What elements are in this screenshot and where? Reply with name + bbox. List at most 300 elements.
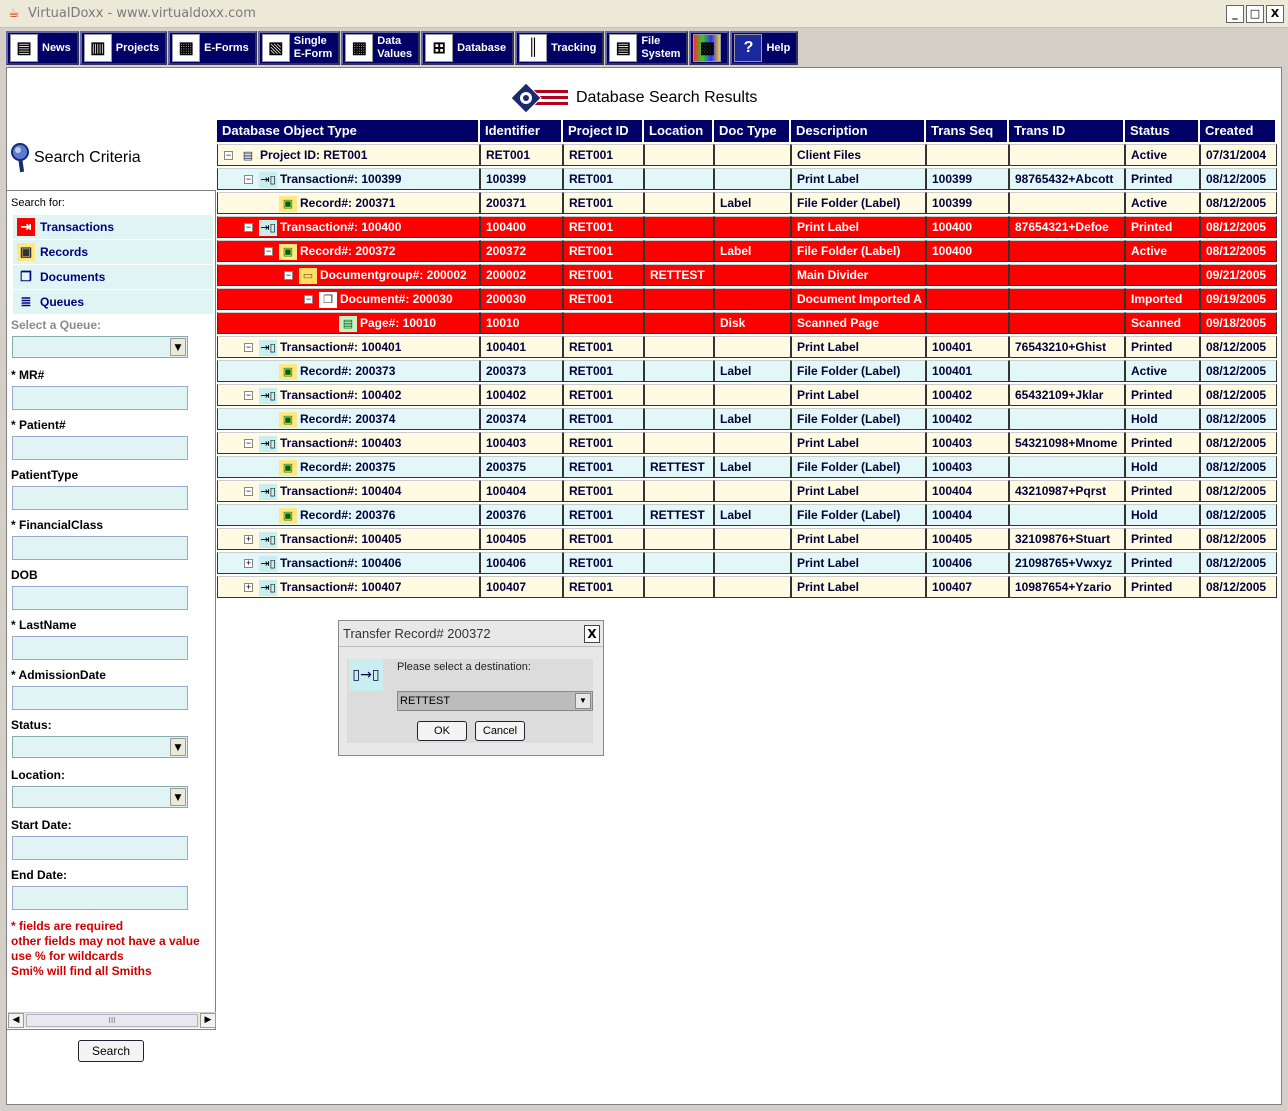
select-queue-label: Select a Queue: bbox=[11, 318, 102, 332]
cell-description: Print Label bbox=[791, 336, 926, 358]
cell-trans-id bbox=[1009, 288, 1125, 310]
cell-status: Printed bbox=[1125, 480, 1200, 502]
table-row[interactable] bbox=[217, 288, 1277, 310]
cell-identifier: 10010 bbox=[480, 312, 563, 334]
cell-trans-id bbox=[1009, 240, 1125, 262]
cell-trans-seq: 100404 bbox=[926, 480, 1009, 502]
cell-identifier: 100400 bbox=[480, 216, 563, 238]
chevron-down-icon[interactable]: ▼ bbox=[575, 693, 591, 709]
cell-location bbox=[644, 408, 714, 430]
record-icon: ▣ bbox=[279, 508, 297, 524]
record-icon: ▣ bbox=[279, 196, 297, 212]
cell-project-id: RET001 bbox=[563, 288, 644, 310]
cell-description: Print Label bbox=[791, 168, 926, 190]
tree-cell[interactable] bbox=[217, 480, 480, 502]
transfer-dialog bbox=[338, 620, 604, 756]
cell-trans-id bbox=[1009, 144, 1125, 166]
cell-status: Hold bbox=[1125, 408, 1200, 430]
cell-description: Print Label bbox=[791, 480, 926, 502]
tree-cell[interactable] bbox=[217, 528, 480, 550]
chevron-down-icon[interactable]: ▼ bbox=[170, 738, 186, 756]
tree-cell[interactable] bbox=[217, 432, 480, 454]
cell-location bbox=[644, 192, 714, 214]
table-row[interactable] bbox=[217, 192, 1277, 214]
cell-created: 08/12/2005 bbox=[1200, 216, 1277, 238]
cell-location bbox=[644, 360, 714, 382]
cell-trans-id: 98765432+Abcott bbox=[1009, 168, 1125, 190]
cell-status: Printed bbox=[1125, 216, 1200, 238]
tree-cell[interactable] bbox=[217, 336, 480, 358]
tree-cell[interactable] bbox=[217, 144, 480, 166]
cell-location bbox=[644, 336, 714, 358]
table-row[interactable] bbox=[217, 264, 1277, 286]
cell-trans-seq bbox=[926, 264, 1009, 286]
cell-identifier: 200372 bbox=[480, 240, 563, 262]
cell-status: Active bbox=[1125, 192, 1200, 214]
form-icon: ▦ bbox=[172, 34, 200, 62]
cell-doc-type: Label bbox=[714, 192, 791, 214]
toolbar-tracking-label: Tracking bbox=[551, 42, 597, 54]
project-icon: ▤ bbox=[242, 149, 254, 162]
toolbar-projects-button[interactable] bbox=[80, 31, 167, 65]
patient-type-label: PatientType bbox=[11, 468, 79, 482]
cell-identifier: 100402 bbox=[480, 384, 563, 406]
collapse-icon[interactable]: − bbox=[245, 174, 252, 185]
cell-created: 08/12/2005 bbox=[1200, 528, 1277, 550]
expand-icon[interactable]: + bbox=[245, 558, 252, 569]
cell-doc-type bbox=[714, 264, 791, 286]
collapse-icon[interactable]: − bbox=[305, 294, 312, 305]
cancel-button[interactable]: Cancel bbox=[475, 721, 525, 741]
record-icon: ▣ bbox=[279, 244, 297, 260]
search-note: Smi% will find all Smiths bbox=[11, 964, 152, 978]
collapse-icon[interactable]: − bbox=[245, 486, 252, 497]
cell-project-id: RET001 bbox=[563, 528, 644, 550]
window-title: VirtualDoxx - www.virtualdoxx.com bbox=[28, 6, 256, 21]
cell-trans-seq: 100400 bbox=[926, 240, 1009, 262]
tree-cell[interactable] bbox=[217, 360, 480, 382]
toolbar-single-eform-label: Single E-Form bbox=[293, 35, 333, 60]
cell-description: Print Label bbox=[791, 384, 926, 406]
column-header-location[interactable]: Location bbox=[644, 120, 714, 142]
cell-created: 09/19/2005 bbox=[1200, 288, 1277, 310]
collapse-icon[interactable]: − bbox=[225, 150, 232, 161]
search-for-transactions[interactable] bbox=[13, 215, 213, 239]
cell-location bbox=[644, 552, 714, 574]
cell-description: Client Files bbox=[791, 144, 926, 166]
table-row[interactable] bbox=[217, 312, 1277, 334]
cell-doc-type: Label bbox=[714, 240, 791, 262]
tree-cell[interactable] bbox=[217, 216, 480, 238]
cell-location: RETTEST bbox=[644, 456, 714, 478]
cell-trans-id: 21098765+Vwxyz bbox=[1009, 552, 1125, 574]
tree-cell[interactable] bbox=[217, 240, 480, 262]
cell-trans-id bbox=[1009, 504, 1125, 526]
search-criteria-header bbox=[10, 142, 141, 174]
transaction-icon: ⇥▯ bbox=[260, 221, 276, 234]
end-date-input[interactable] bbox=[12, 886, 188, 910]
patient-input[interactable] bbox=[12, 436, 188, 460]
cell-project-id: RET001 bbox=[563, 576, 644, 598]
transfer-icon: ▯→▯ bbox=[349, 659, 383, 691]
search-for-documents[interactable] bbox=[13, 265, 213, 289]
last-name-label: * LastName bbox=[11, 618, 77, 632]
cell-project-id: RET001 bbox=[563, 192, 644, 214]
cell-doc-type bbox=[714, 528, 791, 550]
cell-trans-seq bbox=[926, 144, 1009, 166]
search-option-label: Records bbox=[40, 245, 89, 259]
object-name: Transaction#: 100399 bbox=[280, 172, 402, 186]
cell-trans-id: 76543210+Ghist bbox=[1009, 336, 1125, 358]
transaction-icon: ⇥▯ bbox=[260, 437, 276, 450]
cell-location bbox=[644, 240, 714, 262]
table-row[interactable] bbox=[217, 576, 1277, 598]
cell-project-id: RET001 bbox=[563, 168, 644, 190]
cell-identifier: 100406 bbox=[480, 552, 563, 574]
column-header-created[interactable]: Created bbox=[1200, 120, 1277, 142]
search-for-queues[interactable] bbox=[13, 290, 213, 314]
table-row[interactable] bbox=[217, 384, 1277, 406]
ok-button[interactable]: OK bbox=[417, 721, 467, 741]
close-button[interactable]: X bbox=[1266, 5, 1284, 23]
cell-doc-type bbox=[714, 144, 791, 166]
tree-cell[interactable] bbox=[217, 288, 480, 310]
cell-trans-id: 87654321+Defoe bbox=[1009, 216, 1125, 238]
cell-description: Scanned Page bbox=[791, 312, 926, 334]
toolbar-help-label: Help bbox=[766, 42, 791, 54]
minimize-button[interactable]: _ bbox=[1226, 5, 1244, 23]
column-header-description[interactable]: Description bbox=[791, 120, 926, 142]
magnifier-icon bbox=[10, 142, 32, 174]
column-header-trans-seq[interactable]: Trans Seq bbox=[926, 120, 1009, 142]
cell-trans-seq: 100399 bbox=[926, 192, 1009, 214]
search-criteria-title: Search Criteria bbox=[34, 149, 141, 166]
table-row[interactable] bbox=[217, 168, 1277, 190]
dialog-body bbox=[347, 659, 593, 743]
grid-icon: ▦ bbox=[345, 34, 373, 62]
status-select[interactable] bbox=[12, 736, 188, 758]
transaction-icon: ⇥▯ bbox=[260, 557, 276, 570]
column-header-object-type[interactable]: Database Object Type bbox=[217, 120, 480, 142]
cell-location bbox=[644, 288, 714, 310]
cell-status: Active bbox=[1125, 360, 1200, 382]
search-note: * fields are required bbox=[11, 919, 124, 933]
tree-cell[interactable] bbox=[217, 552, 480, 574]
cell-status: Imported bbox=[1125, 288, 1200, 310]
expand-icon[interactable]: + bbox=[245, 534, 252, 545]
tree-cell[interactable] bbox=[217, 192, 480, 214]
cell-created: 08/12/2005 bbox=[1200, 336, 1277, 358]
cell-project-id: RET001 bbox=[563, 240, 644, 262]
search-option-label: Queues bbox=[40, 295, 85, 309]
cell-project-id: RET001 bbox=[563, 144, 644, 166]
cell-created: 08/12/2005 bbox=[1200, 192, 1277, 214]
toolbar-data-values-button[interactable] bbox=[341, 31, 420, 65]
queue-select[interactable] bbox=[12, 336, 188, 358]
cell-project-id: RET001 bbox=[563, 264, 644, 286]
help-icon: ? bbox=[734, 34, 762, 62]
end-date-label: End Date: bbox=[11, 868, 68, 882]
destination-value: RETTEST bbox=[400, 695, 451, 707]
cell-trans-id: 10987654+Yzario bbox=[1009, 576, 1125, 598]
cell-project-id: RET001 bbox=[563, 384, 644, 406]
cell-trans-id: 65432109+Jklar bbox=[1009, 384, 1125, 406]
scroll-thumb[interactable]: III bbox=[26, 1014, 198, 1027]
table-row[interactable] bbox=[217, 360, 1277, 382]
collapse-icon[interactable]: − bbox=[245, 342, 252, 353]
transaction-icon: ⇥▯ bbox=[260, 173, 276, 186]
cell-description: File Folder (Label) bbox=[791, 408, 926, 430]
toolbar-news-label: News bbox=[42, 42, 71, 54]
cell-trans-id bbox=[1009, 408, 1125, 430]
last-name-input[interactable] bbox=[12, 636, 188, 660]
toolbar-tracking-button[interactable] bbox=[515, 31, 604, 65]
table-row[interactable] bbox=[217, 240, 1277, 262]
table-row[interactable] bbox=[217, 528, 1277, 550]
cell-trans-seq: 100400 bbox=[926, 216, 1009, 238]
cell-description: File Folder (Label) bbox=[791, 360, 926, 382]
tree-cell[interactable] bbox=[217, 384, 480, 406]
maximize-button[interactable]: □ bbox=[1246, 5, 1264, 23]
cell-created: 08/12/2005 bbox=[1200, 240, 1277, 262]
tree-cell[interactable] bbox=[217, 264, 480, 286]
page-title: Database Search Results bbox=[576, 89, 758, 106]
tree-cell[interactable] bbox=[217, 168, 480, 190]
cell-description: Print Label bbox=[791, 552, 926, 574]
cell-identifier: 100403 bbox=[480, 432, 563, 454]
toolbar-news-button[interactable] bbox=[6, 31, 79, 65]
location-label: Location: bbox=[11, 768, 65, 782]
newspaper-icon: ▤ bbox=[10, 34, 38, 62]
search-option-label: Documents bbox=[40, 270, 106, 284]
tree-cell[interactable] bbox=[217, 576, 480, 598]
cell-created: 08/12/2005 bbox=[1200, 432, 1277, 454]
hierarchy-icon: ⊞ bbox=[425, 34, 453, 62]
table-row[interactable] bbox=[217, 456, 1277, 478]
cell-description: Print Label bbox=[791, 528, 926, 550]
cell-trans-seq: 100403 bbox=[926, 432, 1009, 454]
cell-status: Printed bbox=[1125, 336, 1200, 358]
table-row[interactable] bbox=[217, 504, 1277, 526]
table-row[interactable] bbox=[217, 336, 1277, 358]
cell-doc-type: Label bbox=[714, 360, 791, 382]
cell-trans-seq bbox=[926, 312, 1009, 334]
cell-doc-type: Disk bbox=[714, 312, 791, 334]
record-icon: ▣ bbox=[279, 460, 297, 476]
table-row[interactable] bbox=[217, 432, 1277, 454]
object-name: Transaction#: 100403 bbox=[280, 436, 402, 450]
cell-status: Scanned bbox=[1125, 312, 1200, 334]
toolbar-database-button[interactable] bbox=[421, 31, 514, 65]
files-icon: ▤ bbox=[609, 34, 637, 62]
cell-status: Printed bbox=[1125, 552, 1200, 574]
cell-identifier: 200376 bbox=[480, 504, 563, 526]
cell-doc-type bbox=[714, 216, 791, 238]
cell-doc-type: Label bbox=[714, 504, 791, 526]
logo-icon bbox=[510, 82, 570, 114]
cell-status: Hold bbox=[1125, 504, 1200, 526]
object-name: Page#: 10010 bbox=[360, 316, 437, 330]
cell-identifier: 200002 bbox=[480, 264, 563, 286]
java-cup-icon: ☕ bbox=[8, 5, 20, 21]
collapse-icon[interactable]: − bbox=[245, 390, 252, 401]
transaction-icon: ⇥▯ bbox=[260, 533, 276, 546]
cell-identifier: 100404 bbox=[480, 480, 563, 502]
object-name: Project ID: RET001 bbox=[260, 148, 368, 162]
toolbar-eforms-button[interactable] bbox=[168, 31, 257, 65]
scroll-right-icon[interactable]: ▶ bbox=[200, 1013, 216, 1028]
cell-doc-type bbox=[714, 480, 791, 502]
object-name: Transaction#: 100402 bbox=[280, 388, 402, 402]
search-note: use % for wildcards bbox=[11, 949, 124, 963]
cell-created: 08/12/2005 bbox=[1200, 168, 1277, 190]
toolbar-help-button[interactable] bbox=[730, 31, 798, 65]
cell-location bbox=[644, 168, 714, 190]
collapse-icon[interactable]: − bbox=[265, 246, 272, 257]
cell-created: 08/12/2005 bbox=[1200, 552, 1277, 574]
location-select[interactable] bbox=[12, 786, 188, 808]
cell-project-id: RET001 bbox=[563, 336, 644, 358]
cell-location bbox=[644, 216, 714, 238]
cell-description: Print Label bbox=[791, 432, 926, 454]
cell-created: 08/12/2005 bbox=[1200, 408, 1277, 430]
cell-project-id: RET001 bbox=[563, 504, 644, 526]
cell-description: Document Imported A bbox=[791, 288, 926, 310]
dob-input[interactable] bbox=[12, 586, 188, 610]
tree-cell[interactable] bbox=[217, 312, 480, 334]
dialog-close-button[interactable]: X bbox=[584, 625, 600, 643]
toolbar-file-system-label: File System bbox=[641, 35, 681, 60]
page-icon: ▤ bbox=[339, 316, 357, 332]
cell-status: Printed bbox=[1125, 384, 1200, 406]
cell-location: RETTEST bbox=[644, 504, 714, 526]
destination-select[interactable] bbox=[397, 691, 593, 711]
table-row[interactable] bbox=[217, 480, 1277, 502]
cell-trans-seq bbox=[926, 288, 1009, 310]
transaction-icon: ⇥▯ bbox=[260, 485, 276, 498]
tree-cell[interactable] bbox=[217, 504, 480, 526]
search-option-label: Transactions bbox=[40, 220, 115, 234]
table-row[interactable] bbox=[217, 408, 1277, 430]
financial-class-input[interactable] bbox=[12, 536, 188, 560]
toolbar-projects-label: Projects bbox=[115, 42, 160, 54]
column-header-trans-id[interactable]: Trans ID bbox=[1009, 120, 1125, 142]
status-label: Status: bbox=[11, 718, 52, 732]
cell-status: Active bbox=[1125, 240, 1200, 262]
start-date-label: Start Date: bbox=[11, 818, 72, 832]
cell-created: 08/12/2005 bbox=[1200, 576, 1277, 598]
collapse-icon[interactable]: − bbox=[245, 222, 252, 233]
cell-location bbox=[644, 144, 714, 166]
scroll-left-icon[interactable]: ◀ bbox=[8, 1013, 24, 1028]
cell-identifier: 200375 bbox=[480, 456, 563, 478]
patient-label: * Patient# bbox=[11, 418, 66, 432]
chevron-down-icon[interactable]: ▼ bbox=[170, 338, 186, 356]
mr-label: * MR# bbox=[11, 368, 45, 382]
cell-trans-seq: 100406 bbox=[926, 552, 1009, 574]
cell-trans-seq: 100404 bbox=[926, 504, 1009, 526]
object-name: Document#: 200030 bbox=[340, 292, 453, 306]
tree-cell[interactable] bbox=[217, 456, 480, 478]
horizontal-scrollbar[interactable] bbox=[8, 1012, 216, 1028]
cell-project-id bbox=[563, 312, 644, 334]
cell-trans-seq: 100403 bbox=[926, 456, 1009, 478]
patient-type-input[interactable] bbox=[12, 486, 188, 510]
title-bar bbox=[0, 0, 1288, 28]
cell-description: Print Label bbox=[791, 576, 926, 598]
start-date-input[interactable] bbox=[12, 836, 188, 860]
cell-doc-type bbox=[714, 552, 791, 574]
toolbar-data-values-label: Data Values bbox=[377, 35, 413, 60]
table-row[interactable] bbox=[217, 144, 1277, 166]
mr-input[interactable] bbox=[12, 386, 188, 410]
single-form-icon: ▧ bbox=[262, 34, 290, 62]
cell-created: 08/12/2005 bbox=[1200, 480, 1277, 502]
transaction-icon: ⇥▯ bbox=[260, 389, 276, 402]
cell-doc-type bbox=[714, 576, 791, 598]
financial-class-label: * FinancialClass bbox=[11, 518, 104, 532]
cell-created: 08/12/2005 bbox=[1200, 384, 1277, 406]
cell-identifier: 100405 bbox=[480, 528, 563, 550]
toolbar-single-eform-button[interactable] bbox=[258, 31, 341, 65]
column-header-project-id[interactable]: Project ID bbox=[563, 120, 644, 142]
cell-identifier: 200030 bbox=[480, 288, 563, 310]
main-toolbar bbox=[6, 31, 799, 65]
cell-identifier: 100401 bbox=[480, 336, 563, 358]
transaction-icon: ⇥▯ bbox=[260, 341, 276, 354]
object-name: Record#: 200373 bbox=[300, 364, 396, 378]
object-name: Record#: 200374 bbox=[300, 412, 396, 426]
table-row[interactable] bbox=[217, 552, 1277, 574]
search-notes bbox=[11, 919, 200, 979]
cell-created: 08/12/2005 bbox=[1200, 456, 1277, 478]
cell-identifier: RET001 bbox=[480, 144, 563, 166]
expand-icon[interactable]: + bbox=[245, 582, 252, 593]
column-header-identifier[interactable]: Identifier bbox=[480, 120, 563, 142]
cell-location bbox=[644, 528, 714, 550]
column-header-status[interactable]: Status bbox=[1125, 120, 1200, 142]
cell-trans-id: 32109876+Stuart bbox=[1009, 528, 1125, 550]
search-for-records[interactable] bbox=[13, 240, 213, 264]
table-row[interactable] bbox=[217, 216, 1277, 238]
cell-identifier: 100407 bbox=[480, 576, 563, 598]
cell-doc-type bbox=[714, 168, 791, 190]
record-icon: ▣ bbox=[279, 364, 297, 380]
column-header-doc-type[interactable]: Doc Type bbox=[714, 120, 791, 142]
folder-icon: ▭ bbox=[299, 268, 317, 284]
toolbar-colors-button[interactable] bbox=[689, 31, 729, 65]
chevron-down-icon[interactable]: ▼ bbox=[170, 788, 186, 806]
search-criteria-panel bbox=[6, 190, 216, 1030]
cell-trans-seq: 100399 bbox=[926, 168, 1009, 190]
admission-date-input[interactable] bbox=[12, 686, 188, 710]
object-name: Record#: 200375 bbox=[300, 460, 396, 474]
document-icon: ❐ bbox=[20, 269, 32, 284]
object-name: Record#: 200371 bbox=[300, 196, 396, 210]
cell-doc-type: Label bbox=[714, 456, 791, 478]
cell-status bbox=[1125, 264, 1200, 286]
collapse-icon[interactable]: − bbox=[285, 270, 292, 281]
cell-description: File Folder (Label) bbox=[791, 192, 926, 214]
transaction-icon: ⇥▯ bbox=[260, 581, 276, 594]
toolbar-file-system-button[interactable] bbox=[605, 31, 688, 65]
search-button[interactable]: Search bbox=[78, 1040, 144, 1062]
toolbar-eforms-label: E-Forms bbox=[204, 42, 249, 54]
tree-cell[interactable] bbox=[217, 408, 480, 430]
cell-location bbox=[644, 480, 714, 502]
collapse-icon[interactable]: − bbox=[245, 438, 252, 449]
cell-status: Printed bbox=[1125, 432, 1200, 454]
